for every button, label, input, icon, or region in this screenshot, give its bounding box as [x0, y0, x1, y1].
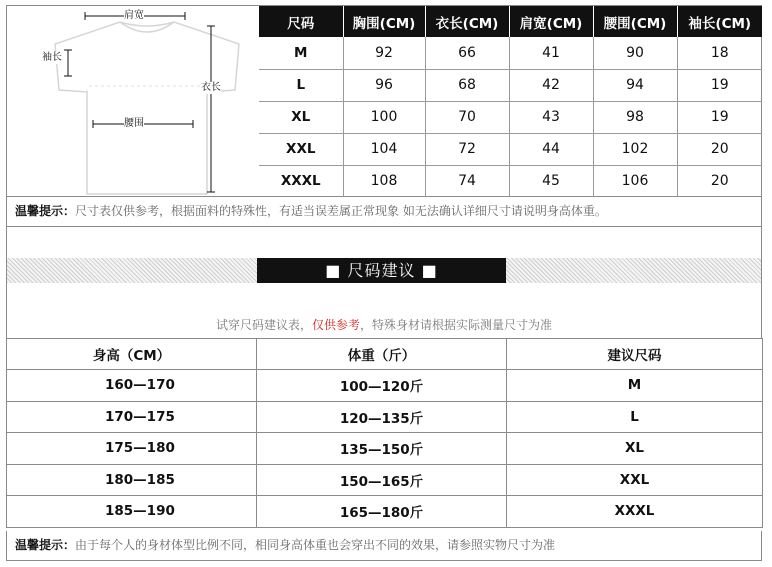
height-cell: 185—190	[7, 496, 257, 528]
table-cell: 42	[509, 69, 593, 101]
table-cell: 19	[677, 101, 762, 133]
table-cell: 45	[509, 165, 593, 197]
recommend-table	[6, 338, 763, 528]
table-cell: 44	[509, 133, 593, 165]
size-cell: M	[507, 370, 763, 402]
size-cell: XL	[507, 433, 763, 465]
table-row	[7, 401, 763, 433]
table-cell: 20	[677, 133, 762, 165]
height-cell: 160—170	[7, 370, 257, 402]
size-table-header	[259, 6, 762, 37]
table-row	[7, 433, 763, 465]
table-cell: 90	[593, 37, 677, 69]
weight-cell: 135—150斤	[257, 433, 507, 465]
size-cell: XL	[259, 101, 343, 133]
banner-stripe-left	[7, 258, 257, 283]
table-cell: 20	[710, 173, 729, 190]
size-cell: XXL	[259, 133, 343, 165]
col-header: 腰围(CM)	[593, 6, 677, 37]
tshirt-icon	[7, 6, 259, 196]
subtitle-before: 试穿尺码建议表，	[215, 318, 312, 332]
table-cell: 104	[343, 133, 425, 165]
height-cell: 175—180	[7, 433, 257, 465]
waist-label: 腰围	[124, 118, 144, 129]
table-cell: 72	[425, 133, 509, 165]
table-cell: 19	[677, 69, 762, 101]
table-cell: 68	[425, 69, 509, 101]
table-row	[259, 165, 762, 197]
table-row	[259, 133, 762, 165]
table-cell: 102	[593, 133, 677, 165]
size-cell: XXXL	[259, 165, 343, 197]
table-row	[259, 37, 762, 69]
size-cell: L	[507, 401, 763, 433]
weight-cell: 100—120斤	[257, 370, 507, 402]
fit-tip	[6, 531, 762, 561]
table-row	[259, 69, 762, 101]
table-cell: 106	[593, 165, 677, 197]
sleeve-label: 袖长	[42, 52, 62, 63]
recommend-subtitle	[6, 316, 762, 333]
col-header: 建议尺码	[507, 339, 763, 370]
size-tip	[6, 197, 762, 227]
subtitle-after: ，特殊身材请根据实际测量尺寸为准	[360, 318, 553, 332]
table-cell: 70	[425, 101, 509, 133]
table-row	[7, 496, 763, 528]
size-table	[259, 6, 762, 197]
banner-title: ■ 尺码建议 ■	[257, 258, 506, 283]
col-header: 衣长(CM)	[425, 6, 509, 37]
col-header: 胸围(CM)	[343, 6, 425, 37]
table-cell: 92	[343, 37, 425, 69]
table-cell: 66	[425, 37, 509, 69]
length-label: 衣长	[201, 82, 221, 93]
table-cell: 43	[509, 101, 593, 133]
table-cell: 96	[343, 69, 425, 101]
size-cell: XXXL	[507, 496, 763, 528]
recommend-table-header	[7, 339, 763, 370]
table-cell: 94	[593, 69, 677, 101]
weight-cell: 150—165斤	[257, 464, 507, 496]
size-cell: L	[259, 69, 343, 101]
table-cell: 100	[343, 101, 425, 133]
table-row	[7, 464, 763, 496]
size-cell: XXL	[507, 464, 763, 496]
subtitle-highlight: 仅供参考	[311, 318, 360, 332]
table-row	[259, 101, 762, 133]
col-header: 体重（斤）	[257, 339, 507, 370]
col-header: 肩宽(CM)	[509, 6, 593, 37]
tip-text: 尺寸表仅供参考，根据面料的特殊性，有适当误差属正常现象 如无法确认详细尺寸请说明身高体重。	[75, 204, 607, 218]
table-cell: 108	[343, 165, 425, 197]
height-cell: 170—175	[7, 401, 257, 433]
size-chart-section	[6, 5, 762, 197]
col-header: 袖长(CM)	[677, 6, 762, 37]
col-header: 尺码	[259, 6, 343, 37]
tshirt-diagram	[7, 6, 259, 196]
tip-label: 温馨提示：	[15, 538, 76, 552]
table-cell: 74	[425, 165, 509, 197]
banner-stripe-right	[506, 258, 761, 283]
size-cell: M	[259, 37, 343, 69]
tip-label: 温馨提示：	[15, 204, 76, 218]
table-cell: 98	[593, 101, 677, 133]
tip-text: 由于每个人的身材体型比例不同，相同身高体重也会穿出不同的效果，请参照实物尺寸为准	[75, 538, 556, 552]
table-row	[7, 370, 763, 402]
height-cell: 180—185	[7, 464, 257, 496]
weight-cell: 120—135斤	[257, 401, 507, 433]
col-header: 身高（CM）	[7, 339, 257, 370]
table-cell: 18	[677, 37, 762, 69]
weight-cell: 165—180斤	[257, 496, 507, 528]
table-cell: 41	[509, 37, 593, 69]
shoulder-label: 肩宽	[124, 10, 144, 21]
